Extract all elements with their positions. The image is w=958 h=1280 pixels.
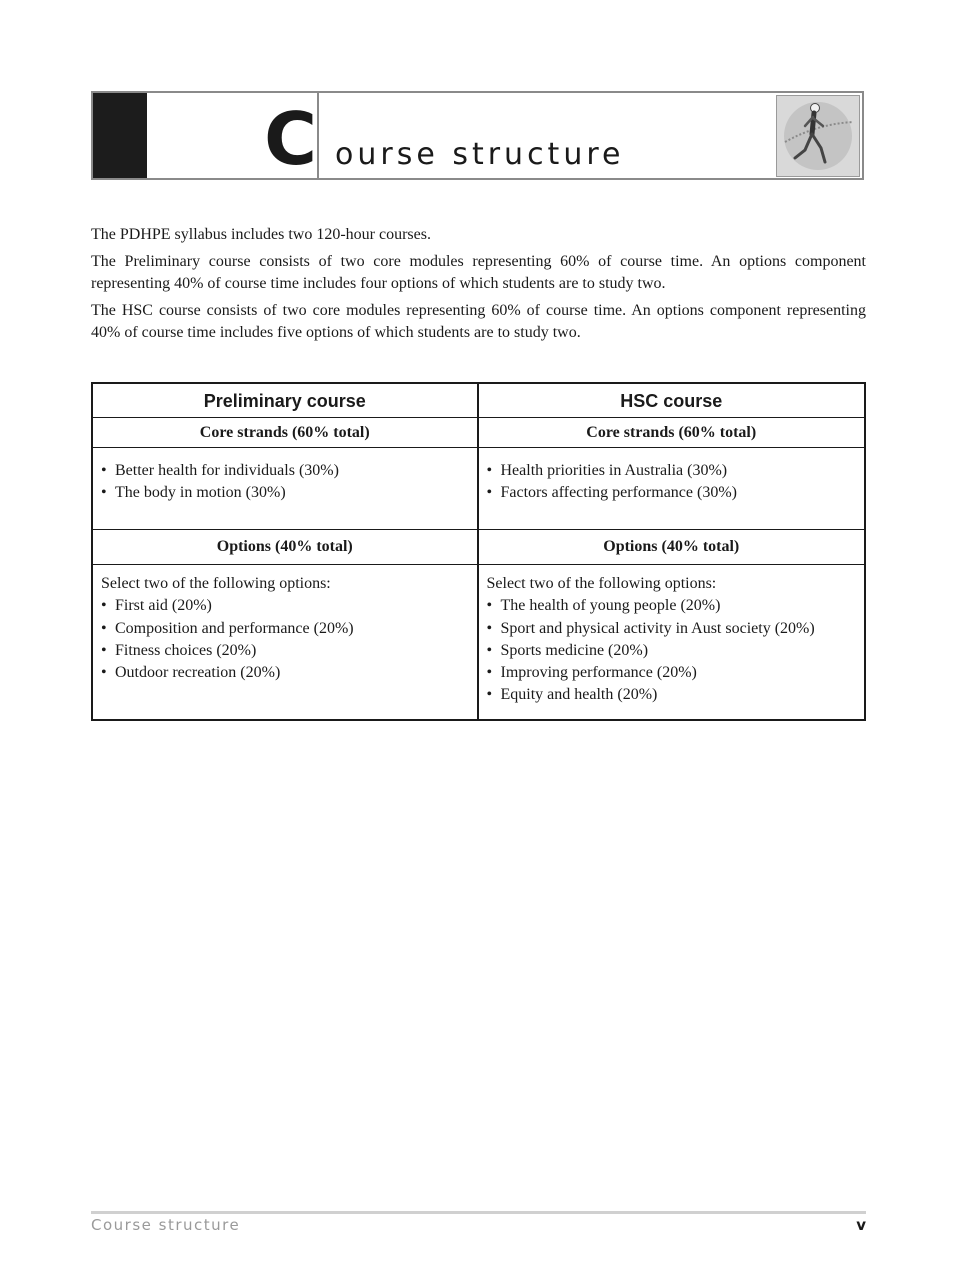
- options-intro: Select two of the following options:: [101, 575, 331, 592]
- banner-divider: [317, 93, 319, 178]
- list-item: • Improving performance (20%): [486, 664, 697, 682]
- options-intro: Select two of the following options:: [486, 575, 717, 592]
- intro-paragraph: The PDHPE syllabus includes two 120-hour courses.: [91, 226, 431, 243]
- hsc-options-heading: Options (40% total): [603, 538, 740, 555]
- course-structure-table: [91, 382, 866, 721]
- list-item: • The body in motion (30%): [101, 484, 286, 502]
- options-items-row: [93, 564, 864, 719]
- list-item: • Better health for individuals (30%): [101, 462, 339, 479]
- hsc-heading: HSC course: [620, 391, 723, 411]
- footer-section-title: Course structure: [91, 1216, 241, 1234]
- intro-paragraph: The HSC course consists of two core modules representing 60% of course time. An options component representing 40% of course time includes five options of which students are to study two.: [91, 302, 866, 341]
- core-heading-row: [93, 417, 864, 447]
- list-item: • Equity and health (20%): [486, 686, 658, 704]
- chapter-initial-letter: C: [264, 97, 317, 181]
- preliminary-options-list: [93, 565, 479, 719]
- list-item: • Sports medicine (20%): [486, 641, 649, 659]
- preliminary-core-list: [93, 448, 479, 529]
- hsc-options-list: [479, 565, 865, 719]
- footer-rule: [91, 1211, 866, 1214]
- preliminary-options-heading: Options (40% total): [93, 530, 479, 564]
- list-item: • The health of young people (20%): [486, 597, 721, 615]
- list-item: • Composition and performance (20%): [101, 619, 354, 637]
- list-item: • Outdoor recreation (20%): [101, 664, 281, 682]
- preliminary-heading: Preliminary course: [93, 384, 479, 417]
- table-header-row: [93, 384, 864, 417]
- chapter-banner: [91, 91, 864, 180]
- list-item: • Health priorities in Australia (30%): [486, 462, 728, 479]
- page-number: v: [856, 1216, 866, 1234]
- options-heading-row: [93, 529, 864, 564]
- core-items-row: [93, 447, 864, 529]
- list-item: • Sport and physical activity in Aust society (20%): [486, 619, 815, 637]
- intro-section: [91, 224, 866, 349]
- hsc-core-list: [479, 448, 865, 529]
- chapter-title: ourse structure: [335, 137, 625, 172]
- list-item: • Factors affecting performance (30%): [486, 484, 737, 502]
- runner-icon: [777, 96, 859, 176]
- list-item: • Fitness choices (20%): [101, 641, 257, 659]
- intro-paragraph: The Preliminary course consists of two core modules representing 60% of course time. An options component representing 40% of course time includes four options of which students are to study two.: [91, 253, 866, 292]
- preliminary-core-heading: Core strands (60% total): [93, 418, 479, 447]
- banner-black-block: [93, 93, 147, 178]
- list-item: • First aid (20%): [101, 597, 212, 615]
- runner-illustration: [776, 95, 860, 177]
- hsc-core-heading: Core strands (60% total): [586, 424, 757, 441]
